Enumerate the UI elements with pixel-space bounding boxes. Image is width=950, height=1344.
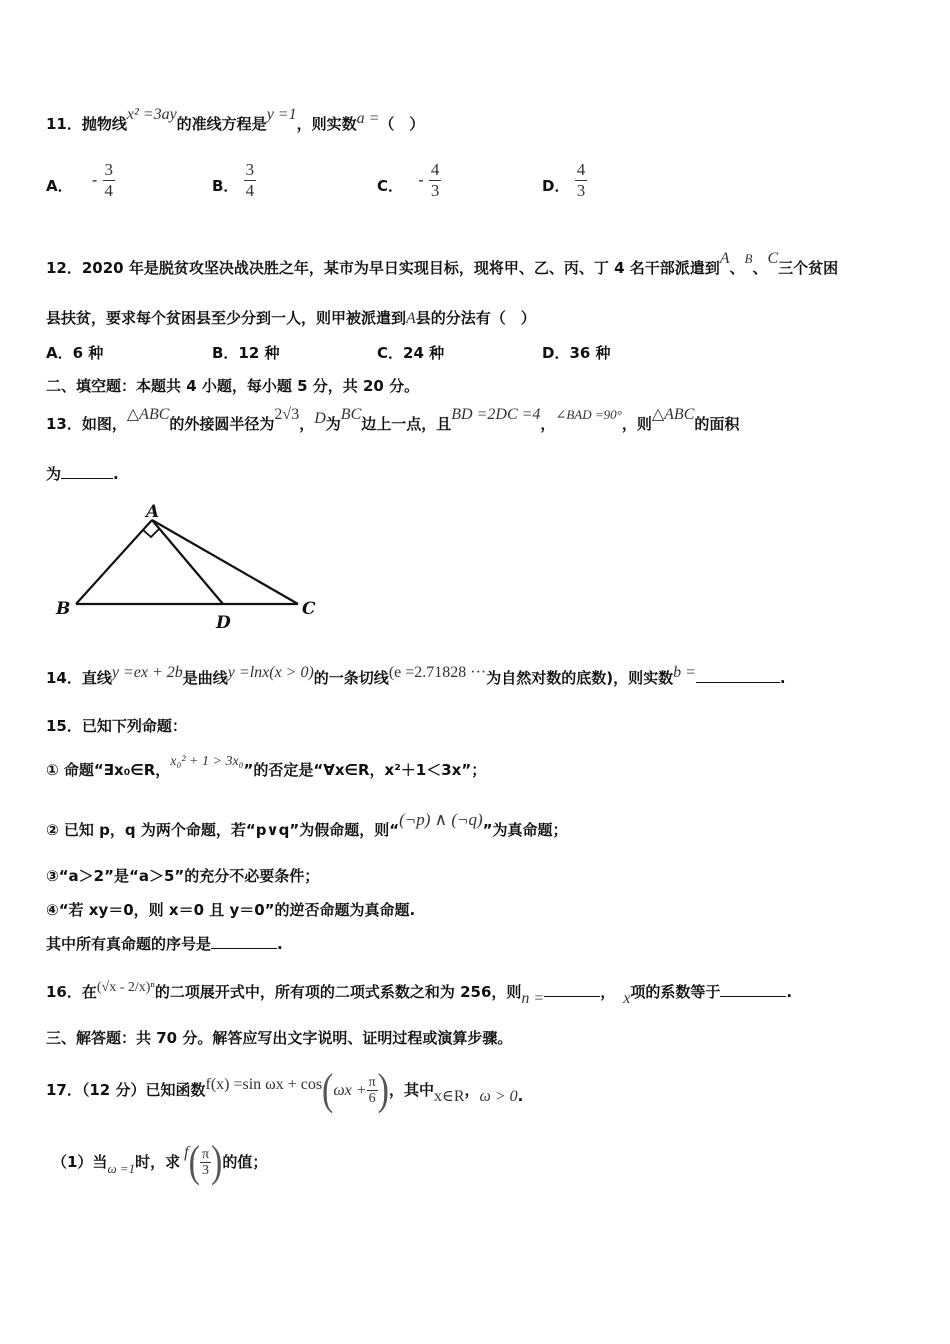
q15-text: . xyxy=(277,935,283,953)
q17-text: . xyxy=(517,1087,524,1105)
q13-text: 为 xyxy=(325,415,341,433)
right-angle-mark xyxy=(143,529,159,537)
q16-text: ， xyxy=(600,983,616,1001)
q16-n-var: n = xyxy=(521,990,545,1007)
q13-text: . xyxy=(113,465,119,483)
question-14 xyxy=(46,664,786,689)
right-paren: ) xyxy=(377,1065,389,1114)
q17-inner-expr: ωx + xyxy=(333,1082,367,1099)
fraction-denominator: 3 xyxy=(201,1163,209,1178)
q12-county-a: A xyxy=(719,250,730,267)
option-label: B． xyxy=(212,177,239,195)
q16-x-var: x xyxy=(623,990,631,1007)
triangle-figure xyxy=(50,500,340,632)
q11-directrix-eq: y =1 xyxy=(266,106,297,123)
q16-text: 的二项展开式中，所有项的二项式系数之和为 256，则 xyxy=(154,983,522,1001)
question-16 xyxy=(46,980,793,1007)
question-15-prop-1 xyxy=(46,754,487,782)
q17-text: 17．（12 分）已知函数 xyxy=(46,1081,206,1099)
q15-text: ”为真命题； xyxy=(482,821,568,839)
q17-text: ，其中 xyxy=(388,1081,434,1099)
q13-text: 的面积 xyxy=(694,415,740,433)
q13-triangle: △ABC xyxy=(651,406,695,423)
q11-option-d xyxy=(542,160,587,201)
question-12-line-1 xyxy=(46,250,839,279)
q12-option-c: C．24 种 xyxy=(377,344,445,362)
q14-text: 为自然对数的底数)，则实数 xyxy=(486,669,674,687)
question-13-line-2 xyxy=(46,464,119,484)
q13-condition-bd: BD =2DC =4 xyxy=(451,406,541,423)
q14-text: . xyxy=(779,669,786,687)
q15-inequality: x₀² + 1 > 3x₀ xyxy=(170,754,244,769)
option-fraction xyxy=(103,160,116,201)
answer-blank[interactable] xyxy=(696,668,780,683)
section-3-heading: 三、解答题：共 70 分。解答应写出文字说明、证明过程或演算步骤。 xyxy=(46,1029,513,1047)
q17-pi-over-6 xyxy=(367,1075,378,1106)
q14-line-eq: y =ex + 2b xyxy=(111,664,183,681)
q13-text: 为 xyxy=(46,465,62,483)
answer-blank[interactable] xyxy=(61,464,113,479)
figure-label-c: C xyxy=(302,599,316,619)
q13-radius: 2√3 xyxy=(274,406,300,423)
segment-ab xyxy=(76,520,152,604)
fraction-numerator: π xyxy=(201,1147,210,1162)
option-label: C． xyxy=(377,177,404,195)
option-label: D． xyxy=(542,177,570,195)
option-sign: - xyxy=(91,171,98,189)
q14-b-var: b = xyxy=(673,664,696,681)
segment-ac xyxy=(152,520,298,604)
q15-text: 其中所有真命题的序号是 xyxy=(46,935,212,953)
option-sign: - xyxy=(418,171,424,189)
q12-text: 县扶贫，要求每个贫困县至少分到一人，则甲被派遣到 xyxy=(46,309,407,327)
question-15-title: 15．已知下列命题： xyxy=(46,717,187,735)
right-paren: ) xyxy=(211,1137,223,1186)
option-fraction xyxy=(429,160,442,201)
q17-1-f: f xyxy=(184,1144,189,1161)
q13-text: 边上一点，且 xyxy=(361,415,452,433)
q12-text: 三个贫困 xyxy=(778,259,839,277)
q15-text: ② 已知 p，q 为两个命题，若“p∨q”为假命题，则“ xyxy=(46,821,400,839)
q12-option-b: B．12 种 xyxy=(212,344,280,362)
q14-text: 是曲线 xyxy=(182,669,228,687)
q13-triangle: △ABC xyxy=(126,406,170,423)
answer-blank[interactable] xyxy=(211,934,277,949)
left-paren: ( xyxy=(188,1137,200,1186)
fraction-denominator: 4 xyxy=(104,181,113,200)
q13-text: 的外接圆半径为 xyxy=(169,415,275,433)
q16-binomial-expr: (√x - 2/x)ⁿ xyxy=(96,980,155,995)
q13-text: ， xyxy=(540,415,556,433)
q17-1-omega: ω =1 xyxy=(107,1161,136,1176)
segment-ad xyxy=(152,520,223,604)
q14-e-value: (e =2.71828 ··· xyxy=(388,664,487,681)
q11-text: 11．抛物线 xyxy=(46,115,127,133)
q13-point-d: D xyxy=(314,410,326,427)
q11-option-c xyxy=(377,160,441,201)
answer-blank[interactable] xyxy=(720,982,786,997)
figure-label-b: B xyxy=(56,599,71,619)
q17-1-text: （1）当 xyxy=(52,1153,108,1171)
q12-county-c: C xyxy=(767,250,779,267)
q11-option-b xyxy=(212,160,256,201)
q17-1-pi-over-3 xyxy=(200,1147,211,1178)
q15-negation-expr: (¬p) ∧ (¬q) xyxy=(399,810,483,829)
q13-text: ， xyxy=(299,415,315,433)
q11-text: ，则实数 xyxy=(296,115,357,133)
question-13-line-1 xyxy=(46,406,740,435)
question-15-prop-4: ④“若 xy＝0，则 x＝0 且 y＝0”的逆否命题为真命题. xyxy=(46,901,416,919)
q12-county-b: B xyxy=(744,251,753,266)
fraction-denominator: 4 xyxy=(245,181,255,200)
question-15-ask xyxy=(46,934,283,954)
q17-function: f(x) =sin ωx + cos xyxy=(205,1076,323,1093)
question-12-line-2 xyxy=(46,308,536,329)
q12-text: 县的分法有（ ） xyxy=(415,309,536,327)
fraction-numerator: 3 xyxy=(104,160,113,179)
left-paren: ( xyxy=(322,1065,334,1114)
question-17-part-1 xyxy=(52,1137,268,1186)
q12-county-a: A xyxy=(406,310,416,327)
q17-text: ， xyxy=(464,1081,480,1099)
q15-text: ”的否定是“∀x∈R，x²＋1＜3x”； xyxy=(243,761,487,779)
q12-option-a: A．6 种 xyxy=(46,344,104,362)
q11-paren: （ ） xyxy=(379,115,425,133)
fraction-numerator: 3 xyxy=(245,160,255,179)
question-15-prop-3: ③“a＞2”是“a＞5”的充分不必要条件； xyxy=(46,867,320,885)
q13-condition-angle: ∠BAD =90° xyxy=(555,407,622,422)
section-2-heading: 二、填空题：本题共 4 小题，每小题 5 分，共 20 分。 xyxy=(46,377,420,395)
q12-text: 12．2020 年是脱贫攻坚决战决胜之年，某市为早日实现目标，现将甲、乙、丙、丁 4 名干部派遣到 xyxy=(46,259,720,277)
q13-text: ，则 xyxy=(621,415,652,433)
question-11 xyxy=(46,106,425,135)
q11-option-a xyxy=(46,160,115,201)
fraction-numerator: 4 xyxy=(430,160,440,179)
q14-text: 14．直线 xyxy=(46,669,112,687)
fraction-denominator: 6 xyxy=(368,1091,376,1106)
q12-sep: 、 xyxy=(752,259,768,277)
q17-1-text: 的值； xyxy=(222,1153,268,1171)
question-15-prop-2 xyxy=(46,810,568,840)
fraction-numerator: 4 xyxy=(576,160,586,179)
q11-parabola-eq: x² =3ay xyxy=(126,106,177,123)
q11-text: 的准线方程是 xyxy=(176,115,267,133)
q13-text: 13．如图， xyxy=(46,415,127,433)
q14-curve-eq: y =lnx(x > 0) xyxy=(227,664,314,681)
q17-domain: x∈R xyxy=(434,1088,465,1105)
q16-text: . xyxy=(786,983,793,1001)
q17-1-text: 时，求 xyxy=(135,1153,181,1171)
question-17 xyxy=(46,1065,524,1114)
q15-text: ① 命题“∃x₀∈R， xyxy=(46,761,171,779)
fraction-denominator: 3 xyxy=(576,181,586,200)
fraction-denominator: 3 xyxy=(430,181,440,200)
option-fraction xyxy=(575,160,588,201)
q12-option-d: D．36 种 xyxy=(542,344,611,362)
figure-label-a: A xyxy=(146,502,160,522)
q11-a-var: a = xyxy=(356,110,380,127)
fraction-numerator: π xyxy=(368,1075,376,1090)
q14-text: 的一条切线 xyxy=(313,669,389,687)
figure-label-d: D xyxy=(216,613,231,632)
q13-segment-bc: BC xyxy=(340,406,362,423)
q16-text: 16．在 xyxy=(46,983,97,1001)
q16-text: 项的系数等于 xyxy=(630,983,721,1001)
option-fraction xyxy=(244,160,257,201)
q17-omega-positive: ω > 0 xyxy=(479,1088,518,1105)
answer-blank[interactable] xyxy=(544,982,600,997)
option-label: A． xyxy=(46,177,73,195)
q12-sep: 、 xyxy=(729,259,745,277)
